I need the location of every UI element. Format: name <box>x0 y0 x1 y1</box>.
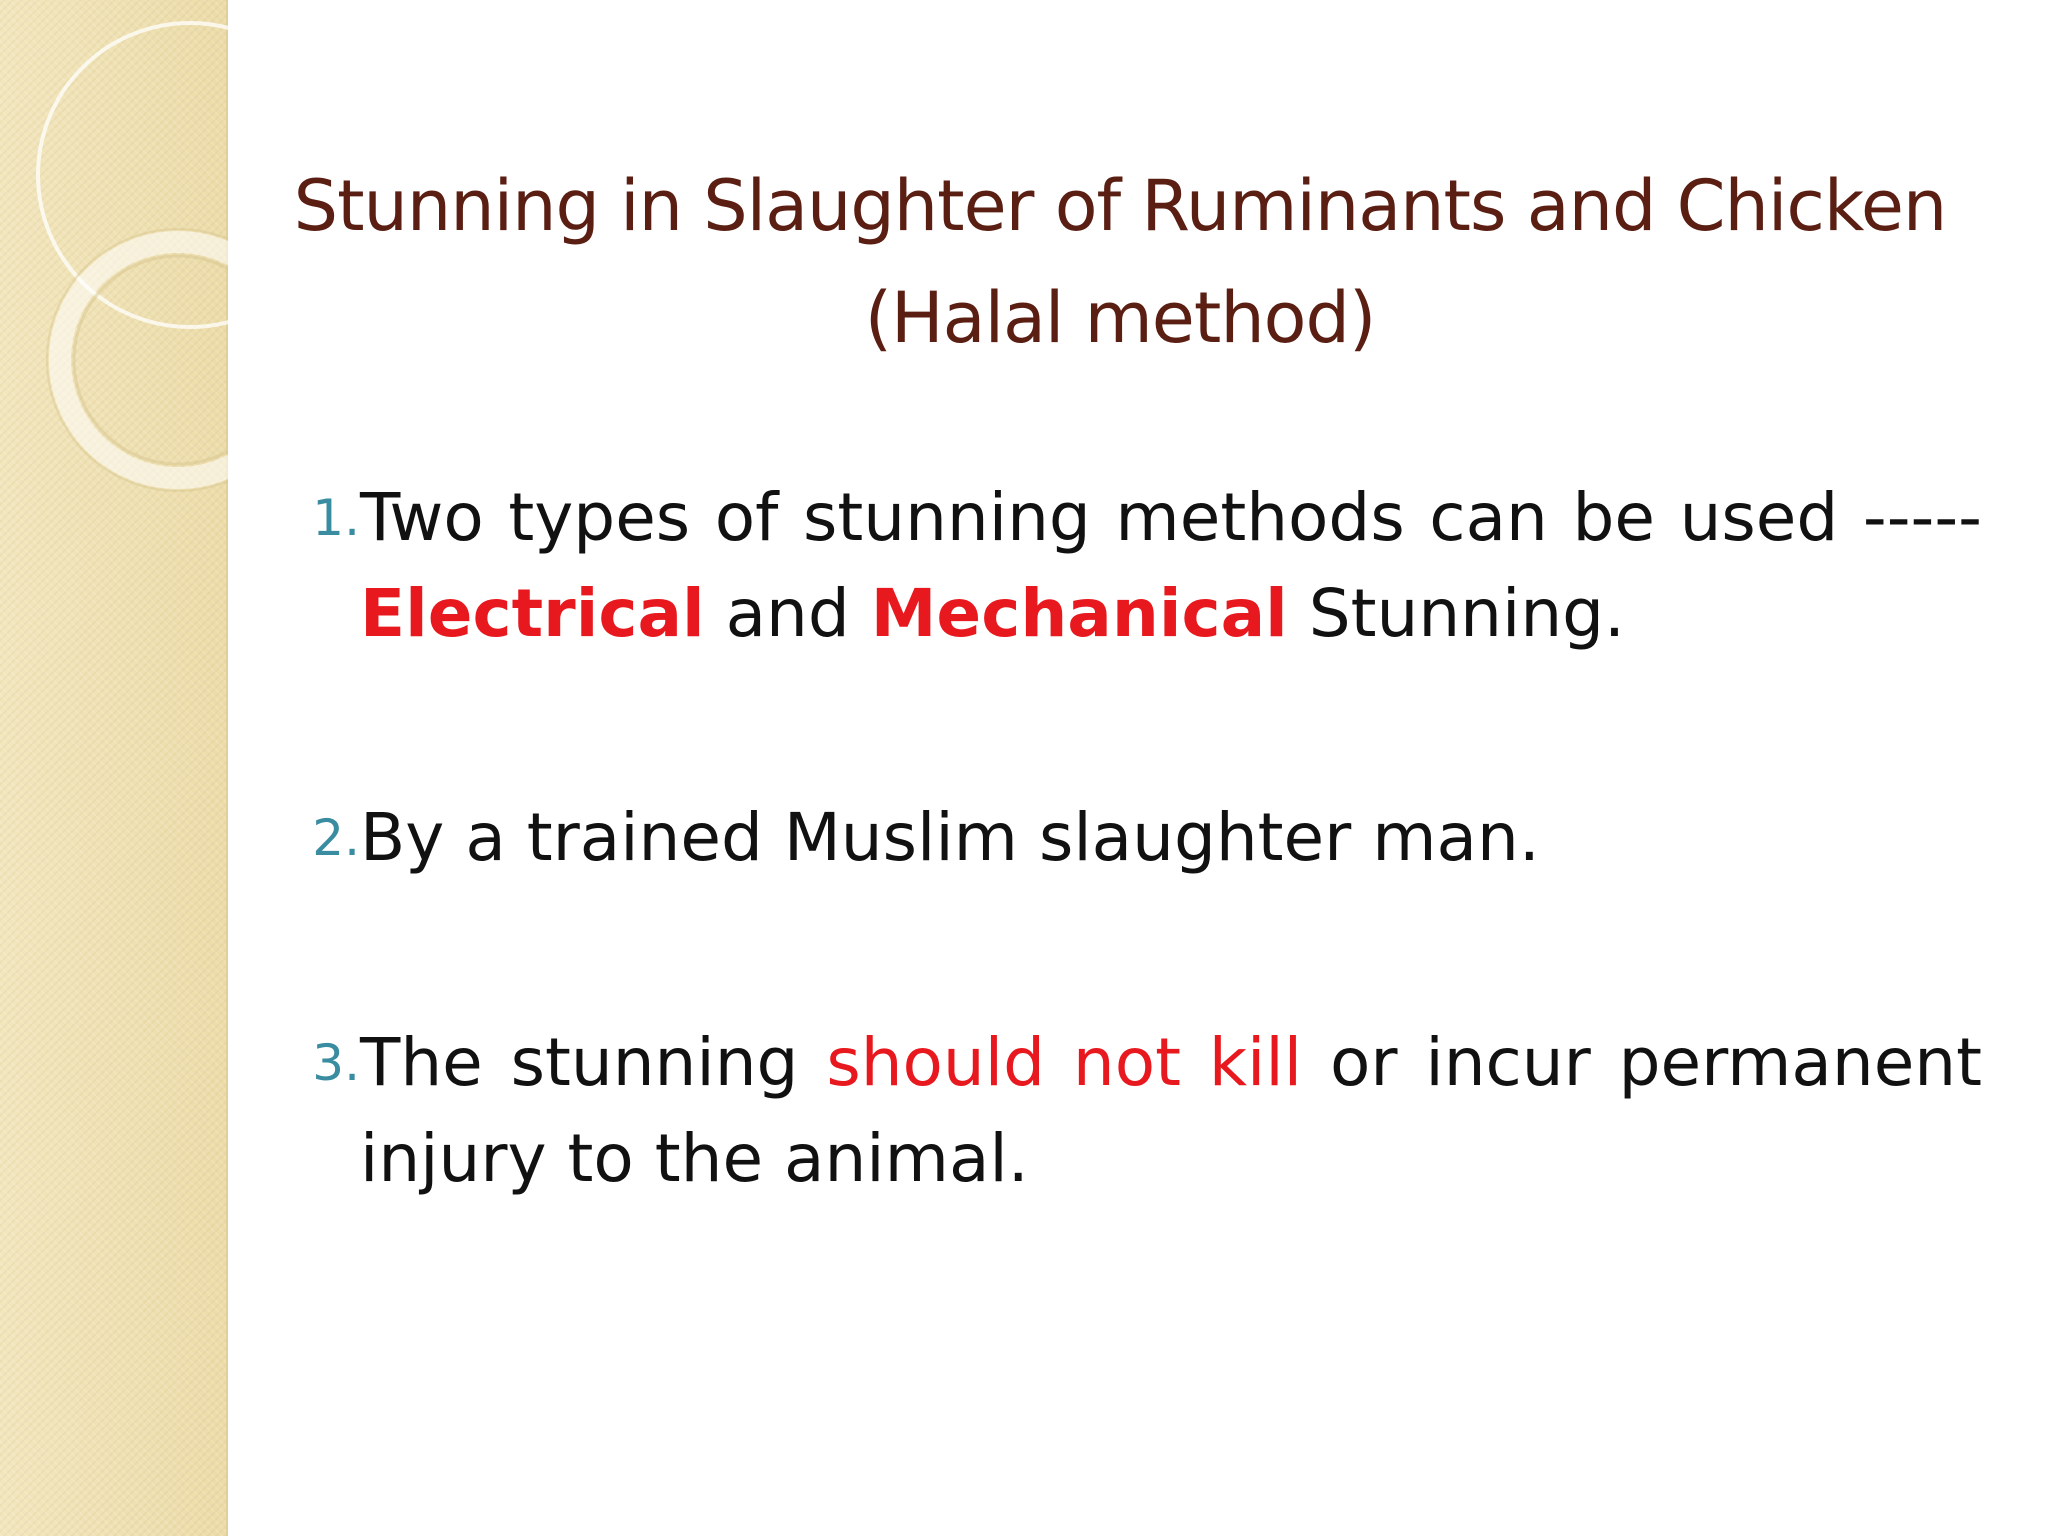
text-segment: Two types of stunning methods can be used ----- <box>360 479 1982 556</box>
list-number: 3. <box>312 1034 360 1092</box>
text-segment: By a trained Muslim slaughter man. <box>360 799 1540 876</box>
large-ring <box>38 23 228 327</box>
list-item-text <box>360 790 1982 886</box>
small-ring-outer <box>60 242 228 478</box>
list-item-text <box>360 470 1982 662</box>
decorative-rings <box>0 0 228 520</box>
text-segment: The stunning <box>360 1024 827 1101</box>
text-segment: and <box>704 575 871 652</box>
highlight-should-not-kill: should not kill <box>826 1024 1303 1101</box>
highlight-electrical: Electrical <box>360 575 705 652</box>
text-segment: Stunning. <box>1287 575 1626 652</box>
slide-title: Stunning in Slaughter of Ruminants and Chicken (Halal method) <box>293 165 1947 359</box>
decorative-sidebar <box>0 0 228 1536</box>
highlight-mechanical: Mechanical <box>870 575 1288 652</box>
list-number: 1. <box>312 489 360 547</box>
text-segment: or incur permanent injury to the animal. <box>360 1024 1983 1197</box>
list-item-text <box>360 1015 1982 1207</box>
list-number: 2. <box>312 809 360 867</box>
